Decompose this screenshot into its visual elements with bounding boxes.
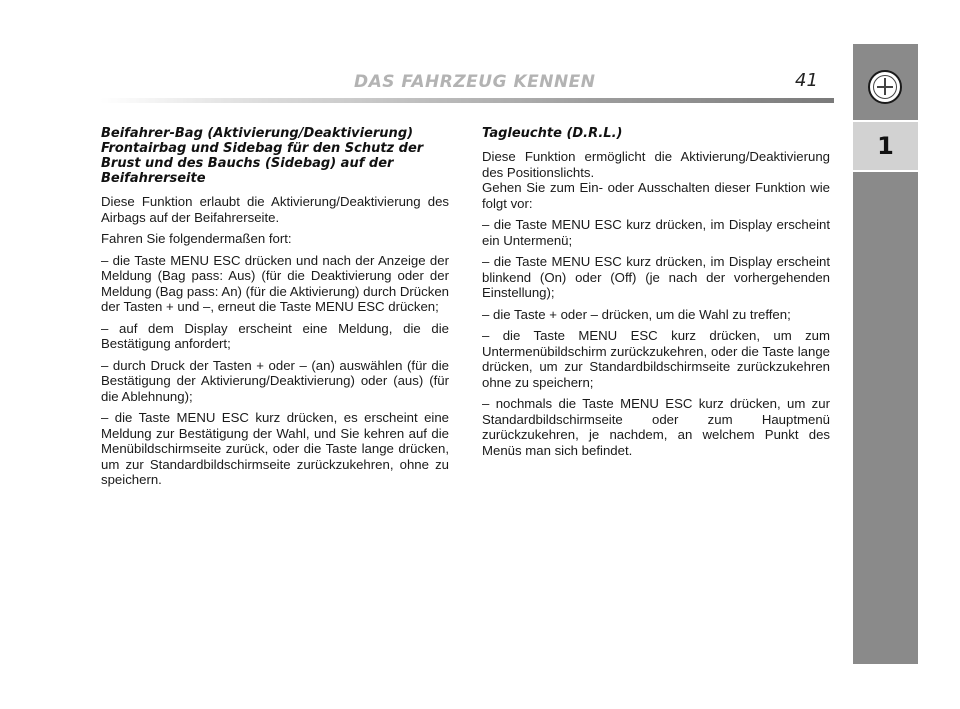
paragraph: – die Taste MENU ESC kurz drücken, um zum Untermenübildschirm zurückzukehren, oder die Taste lange drücken, um zur Standardbildschirmseite zurückzukehren ohne zu speichern;: [482, 328, 830, 390]
page-number: 41: [795, 70, 818, 91]
paragraph: – die Taste MENU ESC kurz drücken, im Display erscheint ein Untermenü;: [482, 217, 830, 248]
left-column: [101, 126, 449, 494]
header-divider: [100, 98, 834, 103]
alfa-romeo-logo-icon: [868, 70, 902, 104]
chapter-number: 1: [877, 132, 894, 160]
paragraph: – durch Druck der Tasten + oder – (an) auswählen (für die Bestätigung der Aktivierung/Deaktivierung) oder (aus) (für die Ablehnung);: [101, 357, 449, 404]
paragraph: Gehen Sie zum Ein- oder Ausschalten dieser Funktion wie folgt vor:: [482, 180, 830, 211]
chapter-title: DAS FAHRZEUG KENNEN: [354, 72, 596, 92]
paragraph: – die Taste MENU ESC drücken und nach der Anzeige der Meldung (Bag pass: Aus) (für die Deaktivierung oder der Meldung (Bag pass: An) (für die Aktivierung) durch Drücken der Tasten + und –, erneut die Taste MENU ESC drücken;: [101, 252, 449, 314]
paragraph: – die Taste MENU ESC kurz drücken, es erscheint eine Meldung zur Bestätigung der Wahl, und Sie kehren auf die Menübildschirmseite zurück, oder die Taste lange drücken, um zur Standardbildschirmseite zurückzukehren, ohne zu speichern.: [101, 410, 449, 487]
logo-cross-icon: [873, 75, 897, 99]
paragraph: Fahren Sie folgendermaßen fort:: [101, 231, 292, 246]
paragraph: Diese Funktion erlaubt die Aktivierung/Deaktivierung des Airbags auf der Beifahrerseite.: [101, 194, 449, 225]
paragraph: – die Taste + oder – drücken, um die Wahl zu treffen;: [482, 306, 791, 322]
right-column: [482, 126, 830, 464]
paragraph: – auf dem Display erscheint eine Meldung, die die Bestätigung anfordert;: [101, 320, 449, 351]
paragraph: – die Taste MENU ESC kurz drücken, im Display erscheint blinkend (On) oder (Off) (je nach der vorhergehenden Einstellung);: [482, 254, 830, 300]
section-heading-drl: Tagleuchte (D.R.L.): [482, 126, 623, 141]
section-heading-passenger-bag: Beifahrer-Bag (Aktivierung/Deaktivierung) Frontairbag und Sidebag für den Schutz der Brust und des Bauchs (Sidebag) auf der Beifahrerseite: [101, 126, 424, 186]
paragraph: – nochmals die Taste MENU ESC kurz drücken, um zur Standardbildschirmseite oder zum Hauptmenü zurückzukehren, je nachdem, an welchem Punkt des Menüs man sich befindet.: [482, 396, 830, 458]
chapter-index-box: [853, 120, 918, 172]
paragraph: Diese Funktion ermöglicht die Aktivierung/Deaktivierung des Positionslichts.: [482, 149, 830, 180]
